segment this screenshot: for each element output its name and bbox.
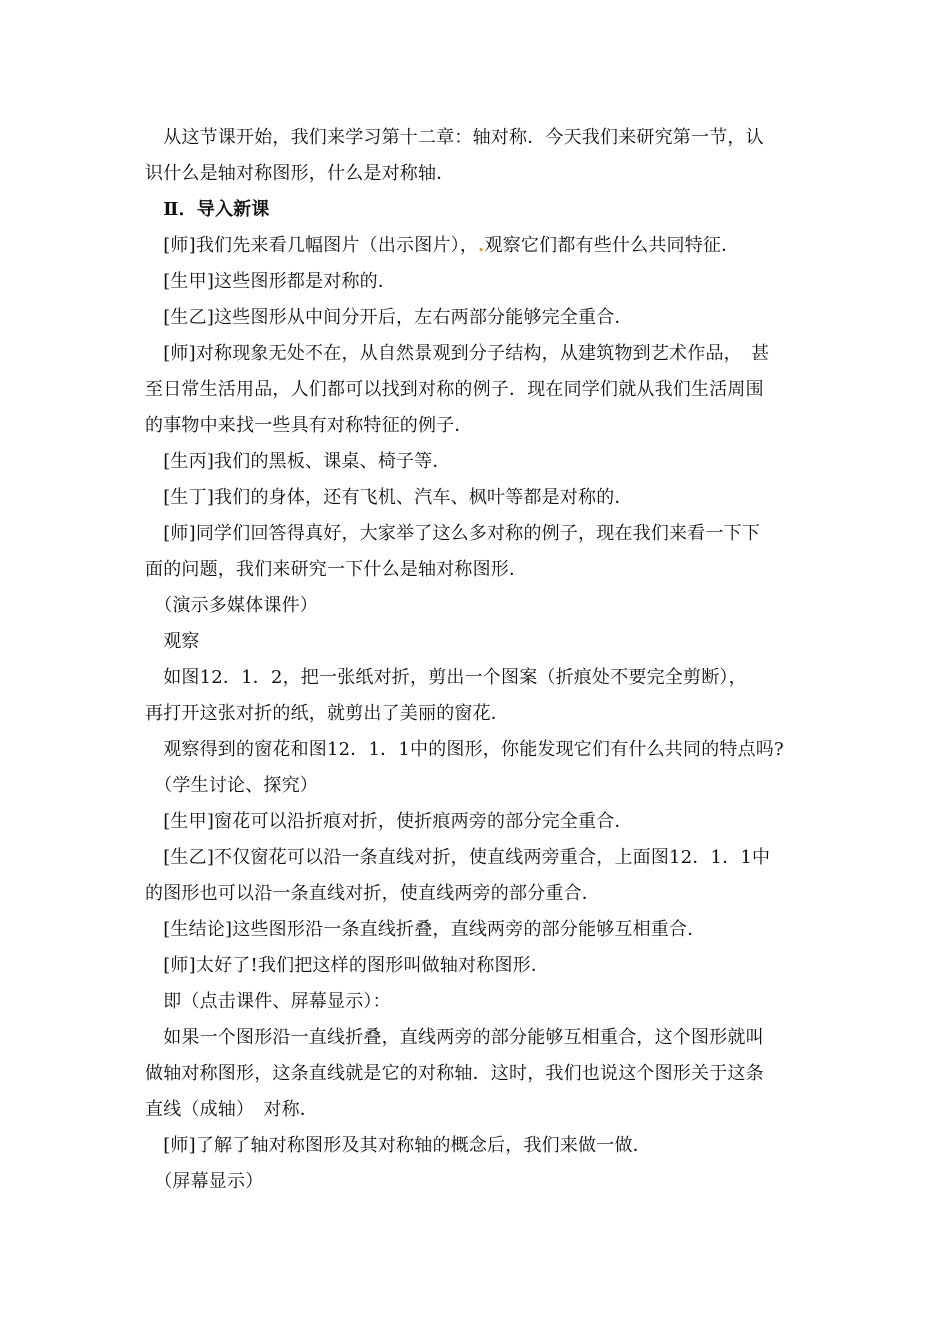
paragraph-line: 面的问题，我们来研究一下什么是轴对称图形． (145, 559, 528, 580)
paragraph-line: 如图12．1．2，把一张纸对折，剪出一个图案（折痕处不要完全剪断）， (145, 667, 747, 688)
paragraph-line: [生甲]这些图形都是对称的． (145, 271, 397, 292)
paragraph-line: 做轴对称图形，这条直线就是它的对称轴．这时，我们也说这个图形关于这条 (145, 1063, 764, 1084)
paragraph-line: [生丙]我们的黑板、课桌、椅子等． (145, 451, 451, 472)
paragraph-line: 从这节课开始，我们来学习第十二章：轴对称．今天我们来研究第一节，认 (145, 127, 764, 148)
paragraph-line: [生乙]这些图形从中间分开后，左右两部分能够完全重合． (145, 307, 633, 328)
paragraph-line: 观察得到的窗花和图12．1．1中的图形，你能发现它们有什么共同的特点吗? (145, 739, 784, 760)
line-text-continued: 观察它们都有些什么共同特征． (484, 235, 740, 256)
highlight-mark: . (478, 235, 485, 256)
paragraph-line: [生丁]我们的身体，还有飞机、汽车、枫叶等都是对称的． (145, 487, 633, 508)
paragraph-line: [生结论]这些图形沿一条直线折叠，直线两旁的部分能够互相重合． (145, 919, 706, 940)
paragraph-line: [师]同学们回答得真好，大家举了这么多对称的例子，现在我们来看一下下 (145, 523, 761, 544)
paragraph-line: 如果一个图形沿一直线折叠，直线两旁的部分能够互相重合，这个图形就叫 (145, 1027, 764, 1048)
paragraph-line: [生甲]窗花可以沿折痕对折，使折痕两旁的部分完全重合． (145, 811, 633, 832)
section-heading: Ⅱ．导入新课 (145, 199, 270, 220)
paragraph-line: 至日常生活用品，人们都可以找到对称的例子．现在同学们就从我们生活周围 (145, 379, 764, 400)
paragraph-line: 识什么是轴对称图形，什么是对称轴． (145, 163, 455, 184)
paragraph-line: [师]了解了轴对称图形及其对称轴的概念后，我们来做一做． (145, 1135, 651, 1156)
paragraph-line: 即（点击课件、屏幕显示）： (145, 991, 391, 1012)
paragraph-line: [师]对称现象无处不在，从自然景观到分子结构，从建筑物到艺术作品， 甚 (145, 343, 770, 364)
paragraph-line: 的图形也可以沿一条直线对折，使直线两旁的部分重合． (145, 883, 600, 904)
paragraph-line: （屏幕显示） (145, 1171, 264, 1192)
paragraph-line: （学生讨论、探究） (145, 775, 318, 796)
paragraph-line: [生乙]不仅窗花可以沿一条直线对折，使直线两旁重合，上面图12．1．1中 (145, 847, 771, 868)
paragraph-line: 的事物中来找一些具有对称特征的例子． (145, 415, 473, 436)
paragraph-line: 再打开这张对折的纸，就剪出了美丽的窗花． (145, 703, 509, 724)
paragraph-line (145, 235, 739, 257)
paragraph-line: [师]太好了!我们把这样的图形叫做轴对称图形． (145, 955, 550, 976)
paragraph-line: （演示多媒体课件） (145, 595, 318, 616)
line-text: [师]我们先来看几幅图片（出示图片）， (145, 235, 479, 256)
paragraph-line: 直线（成轴） 对称． (145, 1099, 318, 1120)
paragraph-line: 观察 (145, 631, 200, 652)
